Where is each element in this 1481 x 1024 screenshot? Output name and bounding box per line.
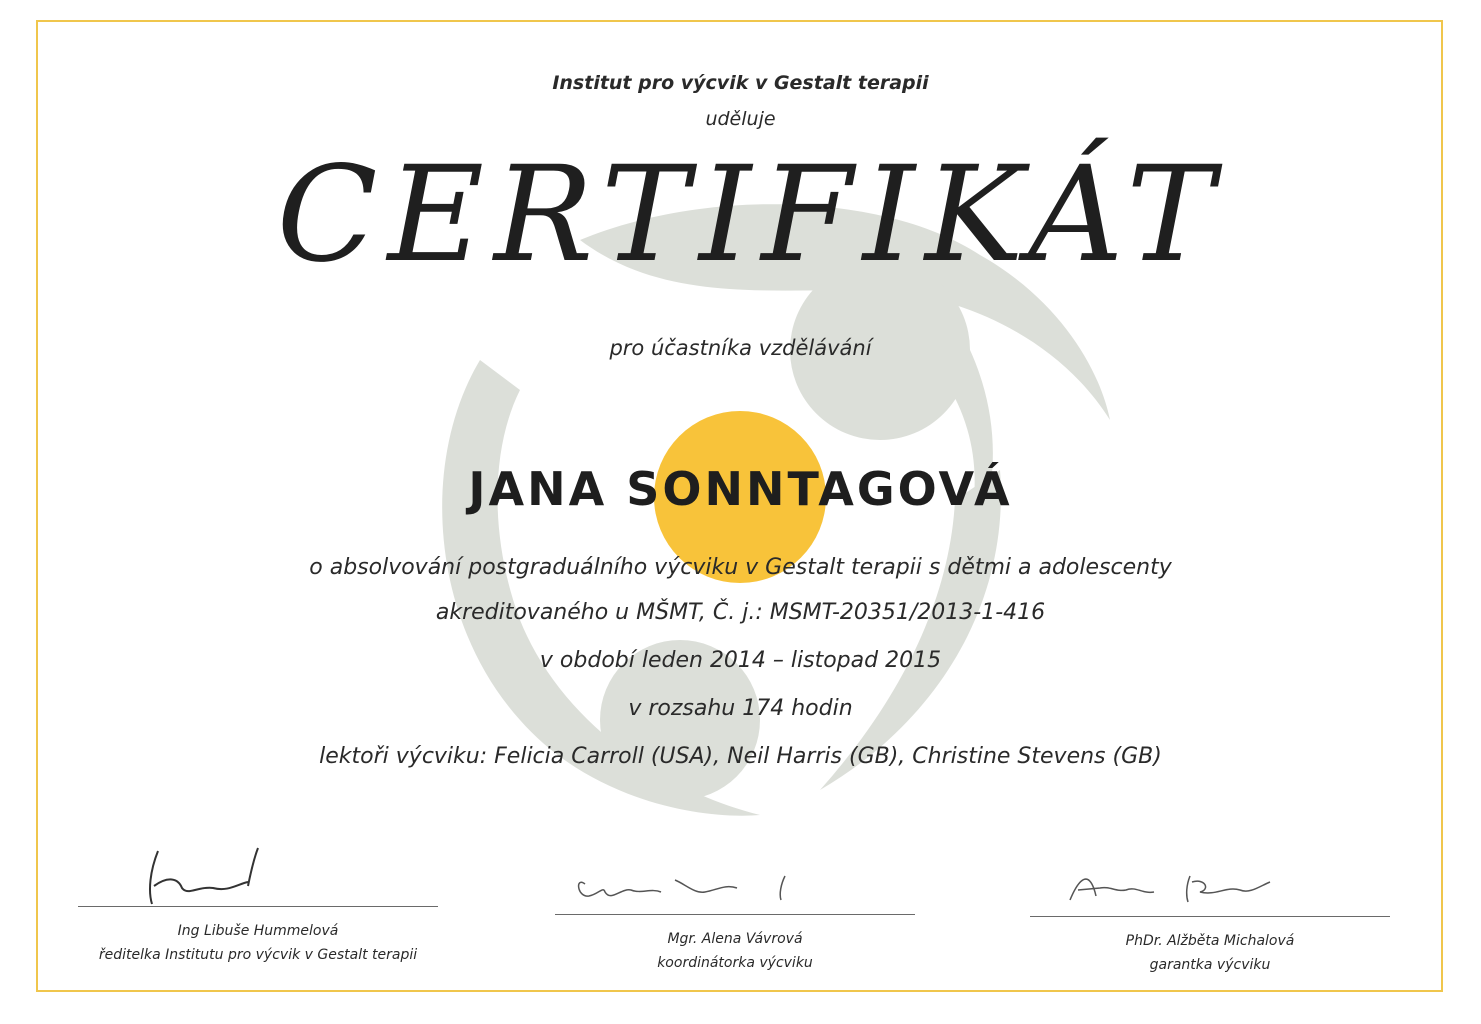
recipient-label: pro účastníka vzdělávání (609, 336, 872, 360)
signatory-role: koordinátorka výcviku (657, 955, 813, 971)
signature-line (1030, 916, 1390, 917)
description-line-5: lektoři výcviku: Felicia Carroll (USA), Neil Harris (GB), Christine Stevens (GB) (319, 744, 1162, 769)
signature-line (555, 914, 915, 915)
signature-block-director (78, 846, 438, 963)
description-line-4: v rozsahu 174 hodin (628, 696, 853, 721)
handwritten-signature-icon (78, 846, 438, 906)
signatory-role: ředitelka Institutu pro výcvik v Gestalt terapii (98, 947, 418, 963)
recipient-name: JANA SONNTAGOVÁ (468, 462, 1013, 516)
signatory-name: Ing Libuše Hummelová (177, 923, 339, 939)
signature-block-guarantor (1030, 856, 1390, 973)
description-line-2: akreditovaného u MŠMT, Č. j.: MSMT-20351/2013-1-416 (435, 600, 1046, 625)
issuer-name: Institut pro výcvik v Gestalt terapii (552, 72, 929, 94)
description-line-1: o absolvování postgraduálního výcviku v Gestalt terapii s dětmi a adolescenty (309, 555, 1172, 580)
signatory-name: Mgr. Alena Vávrová (667, 931, 803, 947)
signatory-name: PhDr. Alžběta Michalová (1125, 933, 1295, 949)
signature-line (78, 906, 438, 907)
signatory-role: garantka výcviku (1149, 957, 1271, 973)
description-line-3: v období leden 2014 – listopad 2015 (539, 648, 942, 673)
handwritten-signature-icon (1030, 856, 1390, 916)
handwritten-signature-icon (555, 854, 915, 914)
signature-block-coordinator (555, 854, 915, 971)
certificate-title: CERTIFIKÁT (276, 138, 1225, 292)
awards-text: uděluje (705, 108, 776, 130)
